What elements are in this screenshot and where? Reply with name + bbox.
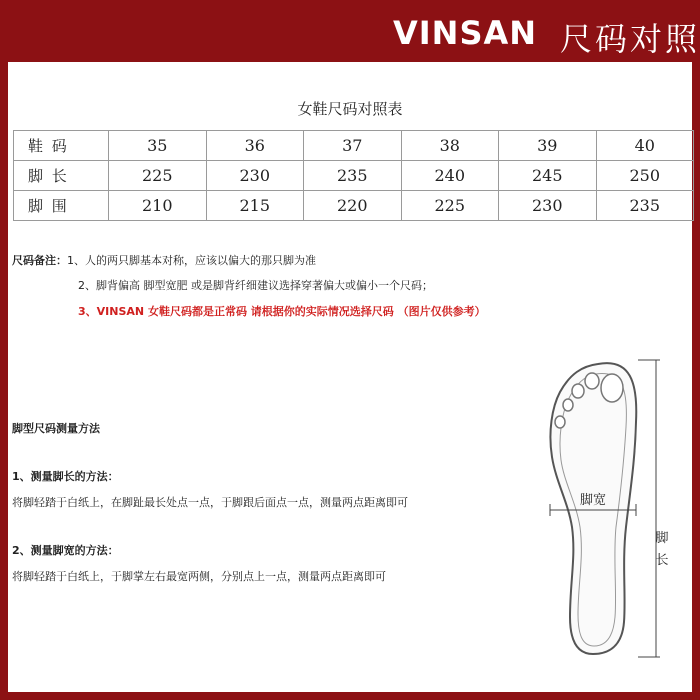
table-cell: 35 <box>109 131 207 161</box>
big-toe <box>601 374 623 402</box>
table-cell: 38 <box>401 131 499 161</box>
table-row <box>14 131 694 161</box>
table-cell: 235 <box>596 191 694 221</box>
toe-5 <box>555 416 565 428</box>
table-cell: 220 <box>304 191 402 221</box>
table-row <box>14 191 694 221</box>
method-title: 脚型尺码测量方法 <box>12 422 100 435</box>
size-chart-table <box>13 130 694 221</box>
row-header: 鞋 码 <box>14 131 109 161</box>
width-method-text: 将脚轻踏于白纸上，于脚掌左右最宽两侧，分别点上一点，测量两点距离即可 <box>12 570 386 583</box>
table-cell: 240 <box>401 161 499 191</box>
toe-4 <box>563 399 573 411</box>
note-brand: VINSAN <box>96 305 145 318</box>
length-method-title: 1、测量脚长的方法： <box>12 470 119 483</box>
table-cell: 37 <box>304 131 402 161</box>
note-prefix: 3、 <box>78 305 97 318</box>
length-label-bottom: 长 <box>655 553 669 568</box>
table-cell: 40 <box>596 131 694 161</box>
toe-2 <box>585 373 599 389</box>
table-cell: 39 <box>499 131 597 161</box>
width-label: 脚宽 <box>579 493 607 508</box>
table-cell: 215 <box>206 191 304 221</box>
note-line-2: 2、脚背偏高 脚型宽肥 或是脚背纤细建议选择穿著偏大或偏小一个尺码； <box>78 279 433 292</box>
table-cell: 225 <box>401 191 499 221</box>
length-label-top: 脚 <box>655 531 669 546</box>
note-line-1 <box>12 252 316 268</box>
table-cell: 250 <box>596 161 694 191</box>
note-text: 女鞋尺码都是正常码 请根据你的实际情况选择尺码 （图片仅供参考） <box>144 305 486 318</box>
table-cell: 245 <box>499 161 597 191</box>
table-title: 女鞋尺码对照表 <box>297 100 403 118</box>
foot-measurement-diagram <box>538 352 678 687</box>
table-cell: 235 <box>304 161 402 191</box>
length-method-text: 将脚轻踏于白纸上，在脚趾最长处点一点，于脚跟后面点一点，测量两点距离即可 <box>12 496 408 509</box>
table-cell: 230 <box>206 161 304 191</box>
note-text: 1、人的两只脚基本对称，应该以偏大的那只脚为准 <box>67 254 316 267</box>
table-cell: 210 <box>109 191 207 221</box>
note-line-3 <box>78 303 486 319</box>
header-title: 尺码对照 <box>560 20 700 58</box>
table-row <box>14 161 694 191</box>
header-banner <box>0 0 700 62</box>
table-cell: 230 <box>499 191 597 221</box>
content-panel <box>8 62 692 692</box>
toe-3 <box>572 384 584 398</box>
width-method-title: 2、测量脚宽的方法： <box>12 544 119 557</box>
notes-label: 尺码备注： <box>12 254 67 267</box>
row-header: 脚 围 <box>14 191 109 221</box>
table-cell: 225 <box>109 161 207 191</box>
brand-logo: VINSAN <box>393 14 538 52</box>
table-cell: 36 <box>206 131 304 161</box>
row-header: 脚 长 <box>14 161 109 191</box>
